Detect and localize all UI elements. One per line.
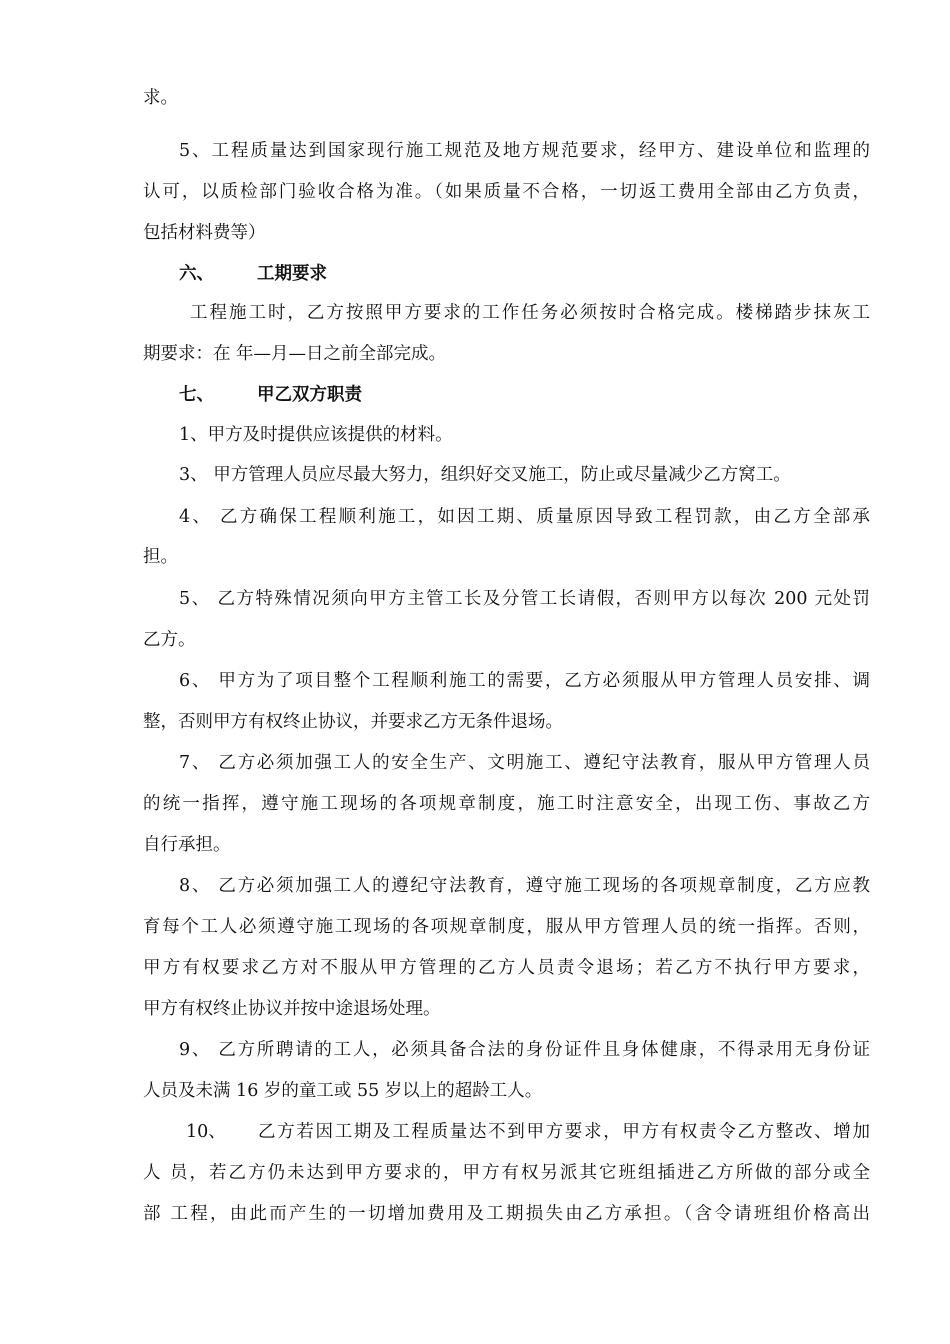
text-line: 求。 [143,88,178,108]
text-line: 1、甲方及时提供应该提供的材料。 [179,425,453,445]
section-heading: 工期要求 [257,264,327,284]
section-heading: 甲乙双方职责 [257,385,362,405]
text-line: 乙方若因工期及工程质量达不到甲方要求，甲方有权责令乙方整改、增加 [258,1122,870,1142]
text-line: 7、 乙方必须加强工人的安全生产、文明施工、遵纪守法教育，服从甲方管理人员 [179,753,870,773]
text-line: 认可，以质检部门验收合格为准。（如果质量不合格，一切返工费用全部由乙方负责， [143,182,870,202]
text-line: 育每个工人必须遵守施工现场的各项规章制度，服从甲方管理人员的统一指挥。否则， [143,917,870,937]
text-line: 包括材料费等） [143,223,266,243]
text-line: 乙方。 [143,630,196,650]
text-line: 9、 乙方所聘请的工人，必须具备合法的身份证件且身体健康，不得录用无身份证 [179,1040,870,1060]
section-number: 六、 [179,264,214,284]
section-number: 七、 [179,385,214,405]
item-number: 10、 [186,1122,226,1142]
text-line: 期要求：在 年—月—日之前全部完成。 [143,344,447,364]
text-line: 甲方有权要求乙方对不服从甲方管理的乙方人员责令退场；若乙方不执行甲方要求， [143,958,870,978]
text-line: 甲方有权终止协议并按中途退场处理。 [143,999,441,1019]
text-line: 担。 [143,547,178,567]
text-line: 的统一指挥，遵守施工现场的各项规章制度，施工时注意安全，出现工伤、事故乙方 [143,794,870,814]
text-line: 人员及未满 16 岁的童工或 55 岁以上的超龄工人。 [143,1081,543,1101]
text-line: 6、 甲方为了项目整个工程顺利施工的需要，乙方必须服从甲方管理人员安排、调 [179,671,870,691]
text-line: 4、 乙方确保工程顺利施工，如因工期、质量原因导致工程罚款，由乙方全部承 [179,507,870,527]
text-line: 人 员，若乙方仍未达到甲方要求的，甲方有权另派其它班组插进乙方所做的部分或全 [143,1163,870,1183]
text-line: 自行承担。 [143,835,231,855]
text-line: 3、 甲方管理人员应尽最大努力，组织好交叉施工，防止或尽量减少乙方窝工。 [179,465,791,485]
text-line: 工程施工时，乙方按照甲方要求的工作任务必须按时合格完成。楼梯踏步抹灰工 [190,303,870,323]
text-line: 部 工程，由此而产生的一切增加费用及工期损失由乙方承担。（含令请班组价格高出 [143,1204,870,1224]
text-line: 5、工程质量达到国家现行施工规范及地方规范要求，经甲方、建设单位和监理的 [179,141,870,161]
text-line: 8、 乙方必须加强工人的遵纪守法教育，遵守施工现场的各项规章制度，乙方应教 [179,876,870,896]
text-line: 5、 乙方特殊情况须向甲方主管工长及分管工长请假，否则甲方以每次 200 元处罚 [179,589,870,609]
text-line: 整，否则甲方有权终止协议，并要求乙方无条件退场。 [143,712,563,732]
